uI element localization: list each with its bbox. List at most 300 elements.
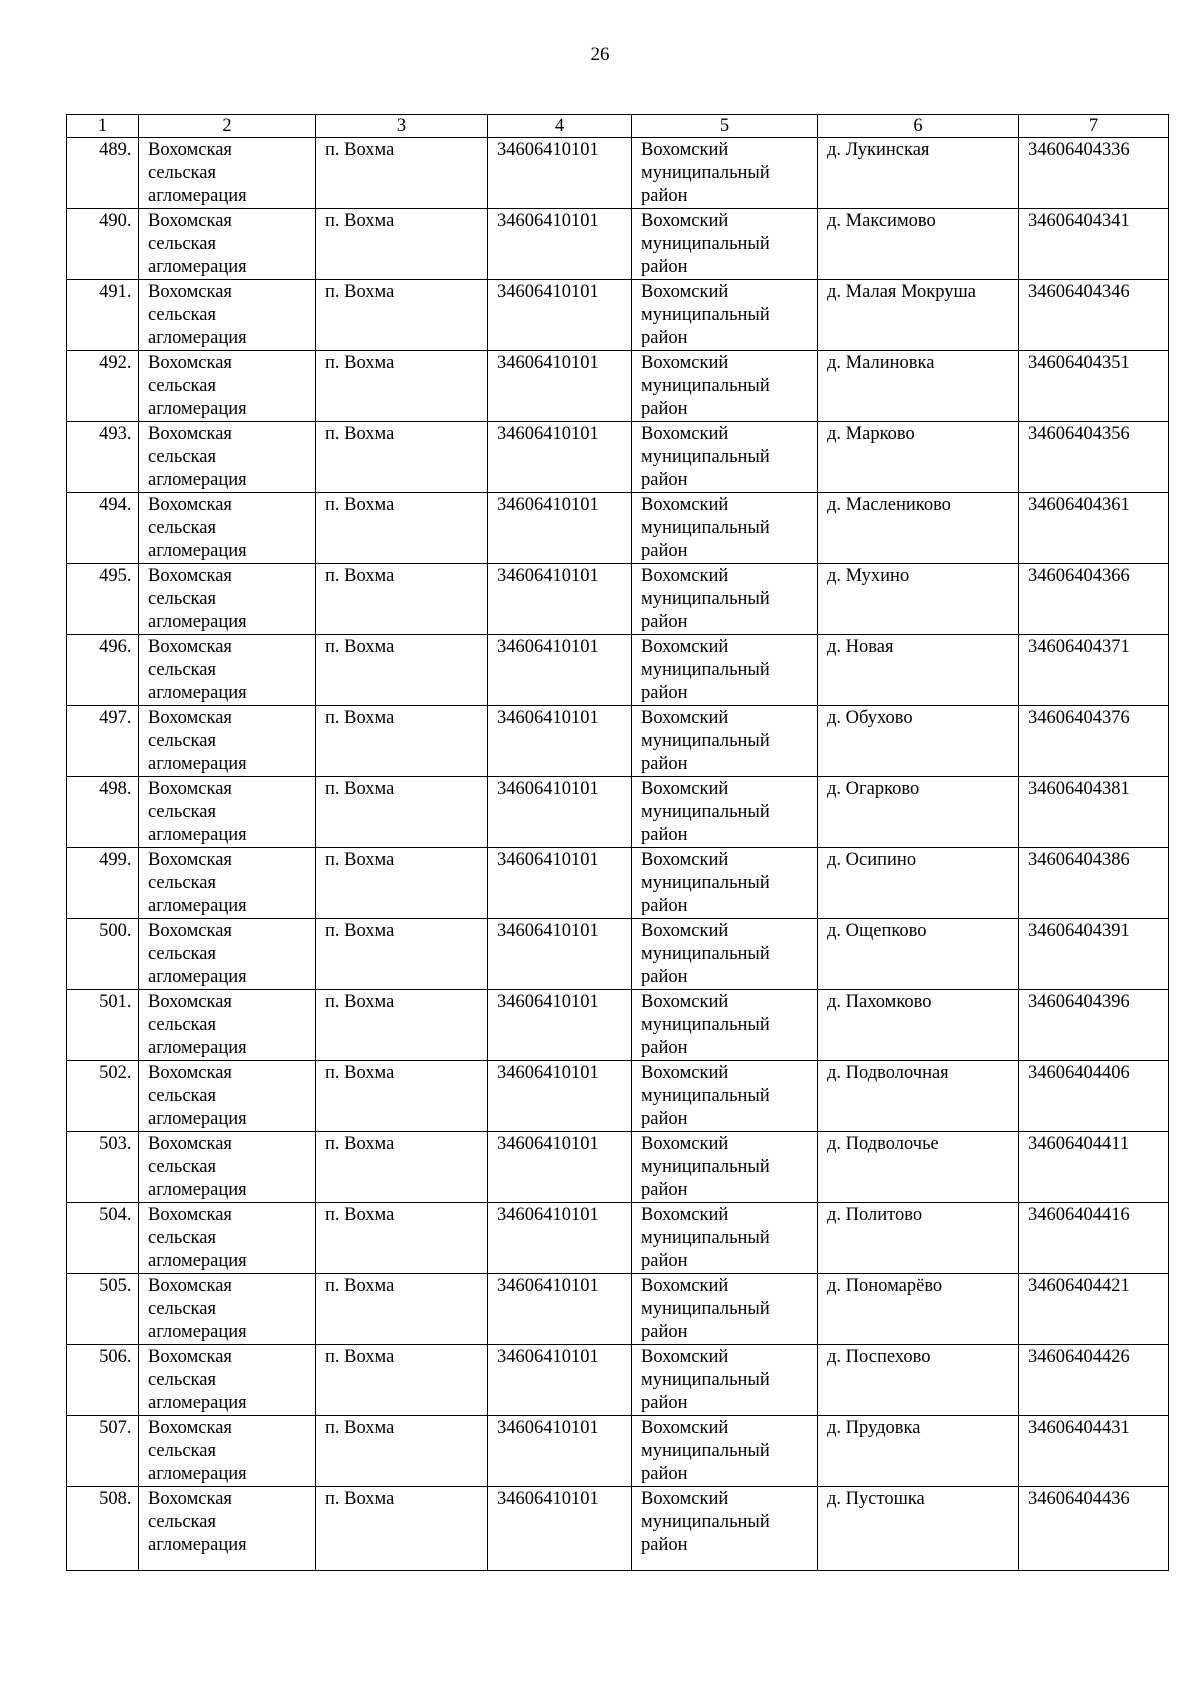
row-number: 499. — [99, 850, 132, 870]
agglomeration-line: сельская — [148, 1299, 216, 1319]
agglomeration-cell — [139, 351, 316, 422]
agglomeration-cell — [139, 1345, 316, 1416]
agglomeration-line: агломерация — [148, 1535, 247, 1555]
row-number-cell — [67, 848, 139, 919]
column-header: 6 — [818, 115, 1019, 138]
district-line: Вохомский — [641, 779, 729, 799]
district-line: Вохомский — [641, 282, 729, 302]
agglomeration-line: сельская — [148, 944, 216, 964]
table-row — [67, 209, 1169, 280]
agglomeration-line: сельская — [148, 802, 216, 822]
district-line: Вохомский — [641, 708, 729, 728]
agglomeration-line: Вохомская — [148, 921, 232, 941]
district-line: Вохомский — [641, 1205, 729, 1225]
agglomeration-cell — [139, 280, 316, 351]
settlement-cell: д. Прудовка — [818, 1416, 1019, 1487]
agglomeration-line: Вохомская — [148, 1489, 232, 1509]
center-cell: п. Вохма — [316, 1345, 488, 1416]
district-line: район — [641, 1251, 688, 1271]
district-line: район — [641, 399, 688, 419]
district-line: Вохомский — [641, 566, 729, 586]
settlement-code-cell: 34606404391 — [1019, 919, 1169, 990]
district-line: район — [641, 1322, 688, 1342]
settlement-cell: д. Максимово — [818, 209, 1019, 280]
row-number-cell — [67, 919, 139, 990]
center-code-cell: 34606410101 — [488, 493, 632, 564]
center-code-cell: 34606410101 — [488, 848, 632, 919]
settlement-code-cell: 34606404386 — [1019, 848, 1169, 919]
row-number: 495. — [99, 566, 132, 586]
agglomeration-line: агломерация — [148, 967, 247, 987]
row-number: 501. — [99, 992, 132, 1012]
district-line: район — [641, 825, 688, 845]
center-cell: п. Вохма — [316, 351, 488, 422]
district-cell — [632, 209, 818, 280]
agglomeration-cell — [139, 138, 316, 209]
row-number-cell — [67, 422, 139, 493]
agglomeration-cell — [139, 990, 316, 1061]
agglomeration-line: агломерация — [148, 1038, 247, 1058]
table-row — [67, 422, 1169, 493]
center-cell: п. Вохма — [316, 919, 488, 990]
agglomeration-line: Вохомская — [148, 353, 232, 373]
agglomeration-line: сельская — [148, 1441, 216, 1461]
settlement-code-cell: 34606404336 — [1019, 138, 1169, 209]
settlement-cell: д. Пустошка — [818, 1487, 1019, 1571]
settlement-code-cell: 34606404371 — [1019, 635, 1169, 706]
agglomeration-line: агломерация — [148, 186, 247, 206]
agglomeration-line: агломерация — [148, 612, 247, 632]
agglomeration-line: агломерация — [148, 1393, 247, 1413]
row-number-cell — [67, 1416, 139, 1487]
table-row — [67, 1416, 1169, 1487]
table-row — [67, 1061, 1169, 1132]
district-line: Вохомский — [641, 211, 729, 231]
settlement-cell: д. Подволочная — [818, 1061, 1019, 1132]
row-number-cell — [67, 706, 139, 777]
agglomeration-line: сельская — [148, 589, 216, 609]
row-number-cell — [67, 280, 139, 351]
settlement-code-cell: 34606404431 — [1019, 1416, 1169, 1487]
district-line: муниципальный — [641, 802, 770, 822]
agglomeration-line: агломерация — [148, 1322, 247, 1342]
settlement-code-cell: 34606404381 — [1019, 777, 1169, 848]
district-line: район — [641, 1464, 688, 1484]
district-line: Вохомский — [641, 353, 729, 373]
district-cell — [632, 706, 818, 777]
district-cell — [632, 1132, 818, 1203]
district-cell — [632, 635, 818, 706]
agglomeration-cell — [139, 1061, 316, 1132]
agglomeration-line: Вохомская — [148, 282, 232, 302]
column-header: 1 — [67, 115, 139, 138]
table-row — [67, 635, 1169, 706]
agglomeration-line: сельская — [148, 1228, 216, 1248]
settlement-code-cell: 34606404396 — [1019, 990, 1169, 1061]
district-line: муниципальный — [641, 376, 770, 396]
center-cell: п. Вохма — [316, 635, 488, 706]
table-row — [67, 1132, 1169, 1203]
agglomeration-line: сельская — [148, 1370, 216, 1390]
center-cell: п. Вохма — [316, 493, 488, 564]
district-line: Вохомский — [641, 1134, 729, 1154]
settlement-cell: д. Огарково — [818, 777, 1019, 848]
district-line: муниципальный — [641, 873, 770, 893]
district-line: район — [641, 754, 688, 774]
table-header-row — [67, 115, 1169, 138]
district-cell — [632, 280, 818, 351]
table-row — [67, 564, 1169, 635]
district-line: муниципальный — [641, 163, 770, 183]
row-number-cell — [67, 351, 139, 422]
district-line: муниципальный — [641, 1370, 770, 1390]
district-line: Вохомский — [641, 850, 729, 870]
row-number: 494. — [99, 495, 132, 515]
district-cell — [632, 1487, 818, 1571]
agglomeration-cell — [139, 209, 316, 280]
table-row — [67, 351, 1169, 422]
center-code-cell: 34606410101 — [488, 1274, 632, 1345]
district-line: район — [641, 186, 688, 206]
agglomeration-line: сельская — [148, 305, 216, 325]
district-cell — [632, 919, 818, 990]
settlement-cell: д. Малиновка — [818, 351, 1019, 422]
agglomeration-cell — [139, 422, 316, 493]
district-cell — [632, 1274, 818, 1345]
settlement-cell: д. Подволочье — [818, 1132, 1019, 1203]
settlement-cell: д. Поспехово — [818, 1345, 1019, 1416]
district-line: район — [641, 1535, 688, 1555]
row-number: 497. — [99, 708, 132, 728]
center-code-cell: 34606410101 — [488, 138, 632, 209]
center-cell: п. Вохма — [316, 848, 488, 919]
district-line: Вохомский — [641, 637, 729, 657]
district-line: Вохомский — [641, 495, 729, 515]
agglomeration-cell — [139, 848, 316, 919]
district-line: Вохомский — [641, 424, 729, 444]
agglomeration-line: агломерация — [148, 1109, 247, 1129]
settlement-code-cell: 34606404411 — [1019, 1132, 1169, 1203]
agglomeration-cell — [139, 493, 316, 564]
district-line: Вохомский — [641, 1063, 729, 1083]
district-cell — [632, 1061, 818, 1132]
agglomeration-line: агломерация — [148, 683, 247, 703]
agglomeration-line: Вохомская — [148, 779, 232, 799]
center-code-cell: 34606410101 — [488, 209, 632, 280]
row-number-cell — [67, 1487, 139, 1571]
district-line: район — [641, 257, 688, 277]
district-cell — [632, 990, 818, 1061]
agglomeration-line: сельская — [148, 1015, 216, 1035]
settlement-cell: д. Малая Мокруша — [818, 280, 1019, 351]
district-line: муниципальный — [641, 731, 770, 751]
district-line: район — [641, 328, 688, 348]
agglomeration-line: агломерация — [148, 825, 247, 845]
district-line: муниципальный — [641, 234, 770, 254]
center-cell: п. Вохма — [316, 1061, 488, 1132]
district-line: муниципальный — [641, 944, 770, 964]
district-line: район — [641, 1180, 688, 1200]
settlement-cell: д. Лукинская — [818, 138, 1019, 209]
agglomeration-cell — [139, 635, 316, 706]
agglomeration-line: Вохомская — [148, 1205, 232, 1225]
column-header: 5 — [632, 115, 818, 138]
settlement-cell: д. Маслениково — [818, 493, 1019, 564]
center-code-cell: 34606410101 — [488, 1487, 632, 1571]
center-cell: п. Вохма — [316, 1203, 488, 1274]
agglomeration-line: агломерация — [148, 1251, 247, 1271]
agglomeration-cell — [139, 919, 316, 990]
agglomeration-line: Вохомская — [148, 566, 232, 586]
agglomeration-line: Вохомская — [148, 850, 232, 870]
district-cell — [632, 564, 818, 635]
district-cell — [632, 777, 818, 848]
row-number: 490. — [99, 211, 132, 231]
district-line: Вохомский — [641, 992, 729, 1012]
row-number: 491. — [99, 282, 132, 302]
row-number: 504. — [99, 1205, 132, 1225]
district-cell — [632, 493, 818, 564]
settlement-code-cell: 34606404356 — [1019, 422, 1169, 493]
row-number: 503. — [99, 1134, 132, 1154]
row-number: 493. — [99, 424, 132, 444]
district-line: район — [641, 470, 688, 490]
district-line: район — [641, 612, 688, 632]
row-number-cell — [67, 209, 139, 280]
row-number-cell — [67, 1132, 139, 1203]
settlement-cell: д. Марково — [818, 422, 1019, 493]
table-row — [67, 280, 1169, 351]
table-body — [67, 115, 1169, 1571]
row-number: 500. — [99, 921, 132, 941]
settlement-code-cell: 34606404346 — [1019, 280, 1169, 351]
district-line: район — [641, 1038, 688, 1058]
district-line: район — [641, 683, 688, 703]
page-number: 26 — [590, 44, 610, 65]
row-number-cell — [67, 493, 139, 564]
row-number: 506. — [99, 1347, 132, 1367]
row-number-cell — [67, 564, 139, 635]
agglomeration-line: сельская — [148, 660, 216, 680]
table-row — [67, 1274, 1169, 1345]
center-code-cell: 34606410101 — [488, 422, 632, 493]
district-line: Вохомский — [641, 1489, 729, 1509]
agglomeration-line: сельская — [148, 873, 216, 893]
agglomeration-line: Вохомская — [148, 992, 232, 1012]
agglomeration-line: Вохомская — [148, 1063, 232, 1083]
row-number-cell — [67, 1061, 139, 1132]
district-line: Вохомский — [641, 1347, 729, 1367]
center-cell: п. Вохма — [316, 1416, 488, 1487]
table-row — [67, 1487, 1169, 1571]
center-cell: п. Вохма — [316, 706, 488, 777]
district-line: муниципальный — [641, 1086, 770, 1106]
settlement-code-cell: 34606404406 — [1019, 1061, 1169, 1132]
district-line: муниципальный — [641, 518, 770, 538]
center-cell: п. Вохма — [316, 1274, 488, 1345]
row-number: 505. — [99, 1276, 132, 1296]
agglomeration-line: Вохомская — [148, 424, 232, 444]
agglomeration-line: Вохомская — [148, 1418, 232, 1438]
center-cell: п. Вохма — [316, 1132, 488, 1203]
agglomeration-line: агломерация — [148, 257, 247, 277]
center-code-cell: 34606410101 — [488, 1345, 632, 1416]
center-code-cell: 34606410101 — [488, 777, 632, 848]
agglomeration-line: сельская — [148, 731, 216, 751]
district-cell — [632, 422, 818, 493]
row-number: 498. — [99, 779, 132, 799]
district-line: муниципальный — [641, 1441, 770, 1461]
column-header: 2 — [139, 115, 316, 138]
settlement-cell: д. Пахомково — [818, 990, 1019, 1061]
district-line: район — [641, 1393, 688, 1413]
district-line: район — [641, 896, 688, 916]
settlement-code-cell: 34606404436 — [1019, 1487, 1169, 1571]
settlement-code-cell: 34606404351 — [1019, 351, 1169, 422]
table-row — [67, 138, 1169, 209]
district-line: муниципальный — [641, 1015, 770, 1035]
row-number: 507. — [99, 1418, 132, 1438]
settlement-cell: д. Ощепково — [818, 919, 1019, 990]
agglomeration-cell — [139, 1132, 316, 1203]
center-cell: п. Вохма — [316, 280, 488, 351]
agglomeration-line: Вохомская — [148, 1276, 232, 1296]
district-line: муниципальный — [641, 589, 770, 609]
settlement-code-cell: 34606404426 — [1019, 1345, 1169, 1416]
agglomeration-line: Вохомская — [148, 637, 232, 657]
center-code-cell: 34606410101 — [488, 919, 632, 990]
row-number: 492. — [99, 353, 132, 373]
district-line: Вохомский — [641, 1276, 729, 1296]
center-code-cell: 34606410101 — [488, 1132, 632, 1203]
center-code-cell: 34606410101 — [488, 564, 632, 635]
agglomeration-line: сельская — [148, 376, 216, 396]
district-cell — [632, 138, 818, 209]
district-line: муниципальный — [641, 1512, 770, 1532]
district-cell — [632, 351, 818, 422]
center-cell: п. Вохма — [316, 564, 488, 635]
settlements-table — [66, 114, 1169, 1571]
center-cell: п. Вохма — [316, 209, 488, 280]
agglomeration-cell — [139, 1274, 316, 1345]
column-header: 4 — [488, 115, 632, 138]
agglomeration-line: агломерация — [148, 754, 247, 774]
agglomeration-line: агломерация — [148, 541, 247, 561]
center-code-cell: 34606410101 — [488, 635, 632, 706]
district-line: район — [641, 1109, 688, 1129]
row-number-cell — [67, 990, 139, 1061]
agglomeration-line: Вохомская — [148, 495, 232, 515]
agglomeration-line: агломерация — [148, 1180, 247, 1200]
district-line: Вохомский — [641, 1418, 729, 1438]
table-row — [67, 493, 1169, 564]
settlement-cell: д. Новая — [818, 635, 1019, 706]
agglomeration-line: агломерация — [148, 896, 247, 916]
agglomeration-line: Вохомская — [148, 708, 232, 728]
center-code-cell: 34606410101 — [488, 280, 632, 351]
settlement-cell: д. Пономарёво — [818, 1274, 1019, 1345]
district-line: район — [641, 967, 688, 987]
district-line: муниципальный — [641, 305, 770, 325]
district-cell — [632, 1345, 818, 1416]
agglomeration-cell — [139, 564, 316, 635]
settlement-code-cell: 34606404421 — [1019, 1274, 1169, 1345]
agglomeration-line: агломерация — [148, 399, 247, 419]
settlement-cell: д. Мухино — [818, 564, 1019, 635]
district-line: муниципальный — [641, 660, 770, 680]
agglomeration-line: сельская — [148, 1086, 216, 1106]
center-code-cell: 34606410101 — [488, 706, 632, 777]
row-number: 502. — [99, 1063, 132, 1083]
district-line: муниципальный — [641, 1299, 770, 1319]
agglomeration-line: сельская — [148, 1157, 216, 1177]
table-row — [67, 848, 1169, 919]
agglomeration-line: сельская — [148, 234, 216, 254]
center-code-cell: 34606410101 — [488, 1061, 632, 1132]
settlement-cell: д. Обухово — [818, 706, 1019, 777]
settlement-code-cell: 34606404361 — [1019, 493, 1169, 564]
row-number-cell — [67, 1203, 139, 1274]
agglomeration-cell — [139, 1487, 316, 1571]
row-number: 508. — [99, 1489, 132, 1509]
agglomeration-cell — [139, 1203, 316, 1274]
table-row — [67, 777, 1169, 848]
agglomeration-line: сельская — [148, 447, 216, 467]
center-cell: п. Вохма — [316, 990, 488, 1061]
center-cell: п. Вохма — [316, 1487, 488, 1571]
settlement-code-cell: 34606404341 — [1019, 209, 1169, 280]
table-row — [67, 1345, 1169, 1416]
settlement-code-cell: 34606404416 — [1019, 1203, 1169, 1274]
agglomeration-line: Вохомская — [148, 140, 232, 160]
table-row — [67, 1203, 1169, 1274]
district-cell — [632, 1203, 818, 1274]
agglomeration-line: агломерация — [148, 1464, 247, 1484]
agglomeration-line: сельская — [148, 1512, 216, 1532]
center-code-cell: 34606410101 — [488, 1203, 632, 1274]
agglomeration-line: агломерация — [148, 328, 247, 348]
table-row — [67, 919, 1169, 990]
row-number: 496. — [99, 637, 132, 657]
row-number-cell — [67, 635, 139, 706]
row-number-cell — [67, 777, 139, 848]
agglomeration-cell — [139, 777, 316, 848]
row-number: 489. — [99, 140, 132, 160]
center-cell: п. Вохма — [316, 138, 488, 209]
column-header: 3 — [316, 115, 488, 138]
district-line: муниципальный — [641, 1228, 770, 1248]
table-row — [67, 990, 1169, 1061]
center-cell: п. Вохма — [316, 422, 488, 493]
settlement-code-cell: 34606404366 — [1019, 564, 1169, 635]
center-code-cell: 34606410101 — [488, 351, 632, 422]
agglomeration-line: сельская — [148, 518, 216, 538]
row-number-cell — [67, 138, 139, 209]
district-cell — [632, 848, 818, 919]
agglomeration-line: Вохомская — [148, 211, 232, 231]
district-cell — [632, 1416, 818, 1487]
row-number-cell — [67, 1345, 139, 1416]
agglomeration-cell — [139, 706, 316, 777]
district-line: муниципальный — [641, 447, 770, 467]
agglomeration-line: агломерация — [148, 470, 247, 490]
settlement-cell: д. Политово — [818, 1203, 1019, 1274]
table-row — [67, 706, 1169, 777]
district-line: район — [641, 541, 688, 561]
settlement-cell: д. Осипино — [818, 848, 1019, 919]
agglomeration-line: Вохомская — [148, 1134, 232, 1154]
center-code-cell: 34606410101 — [488, 990, 632, 1061]
